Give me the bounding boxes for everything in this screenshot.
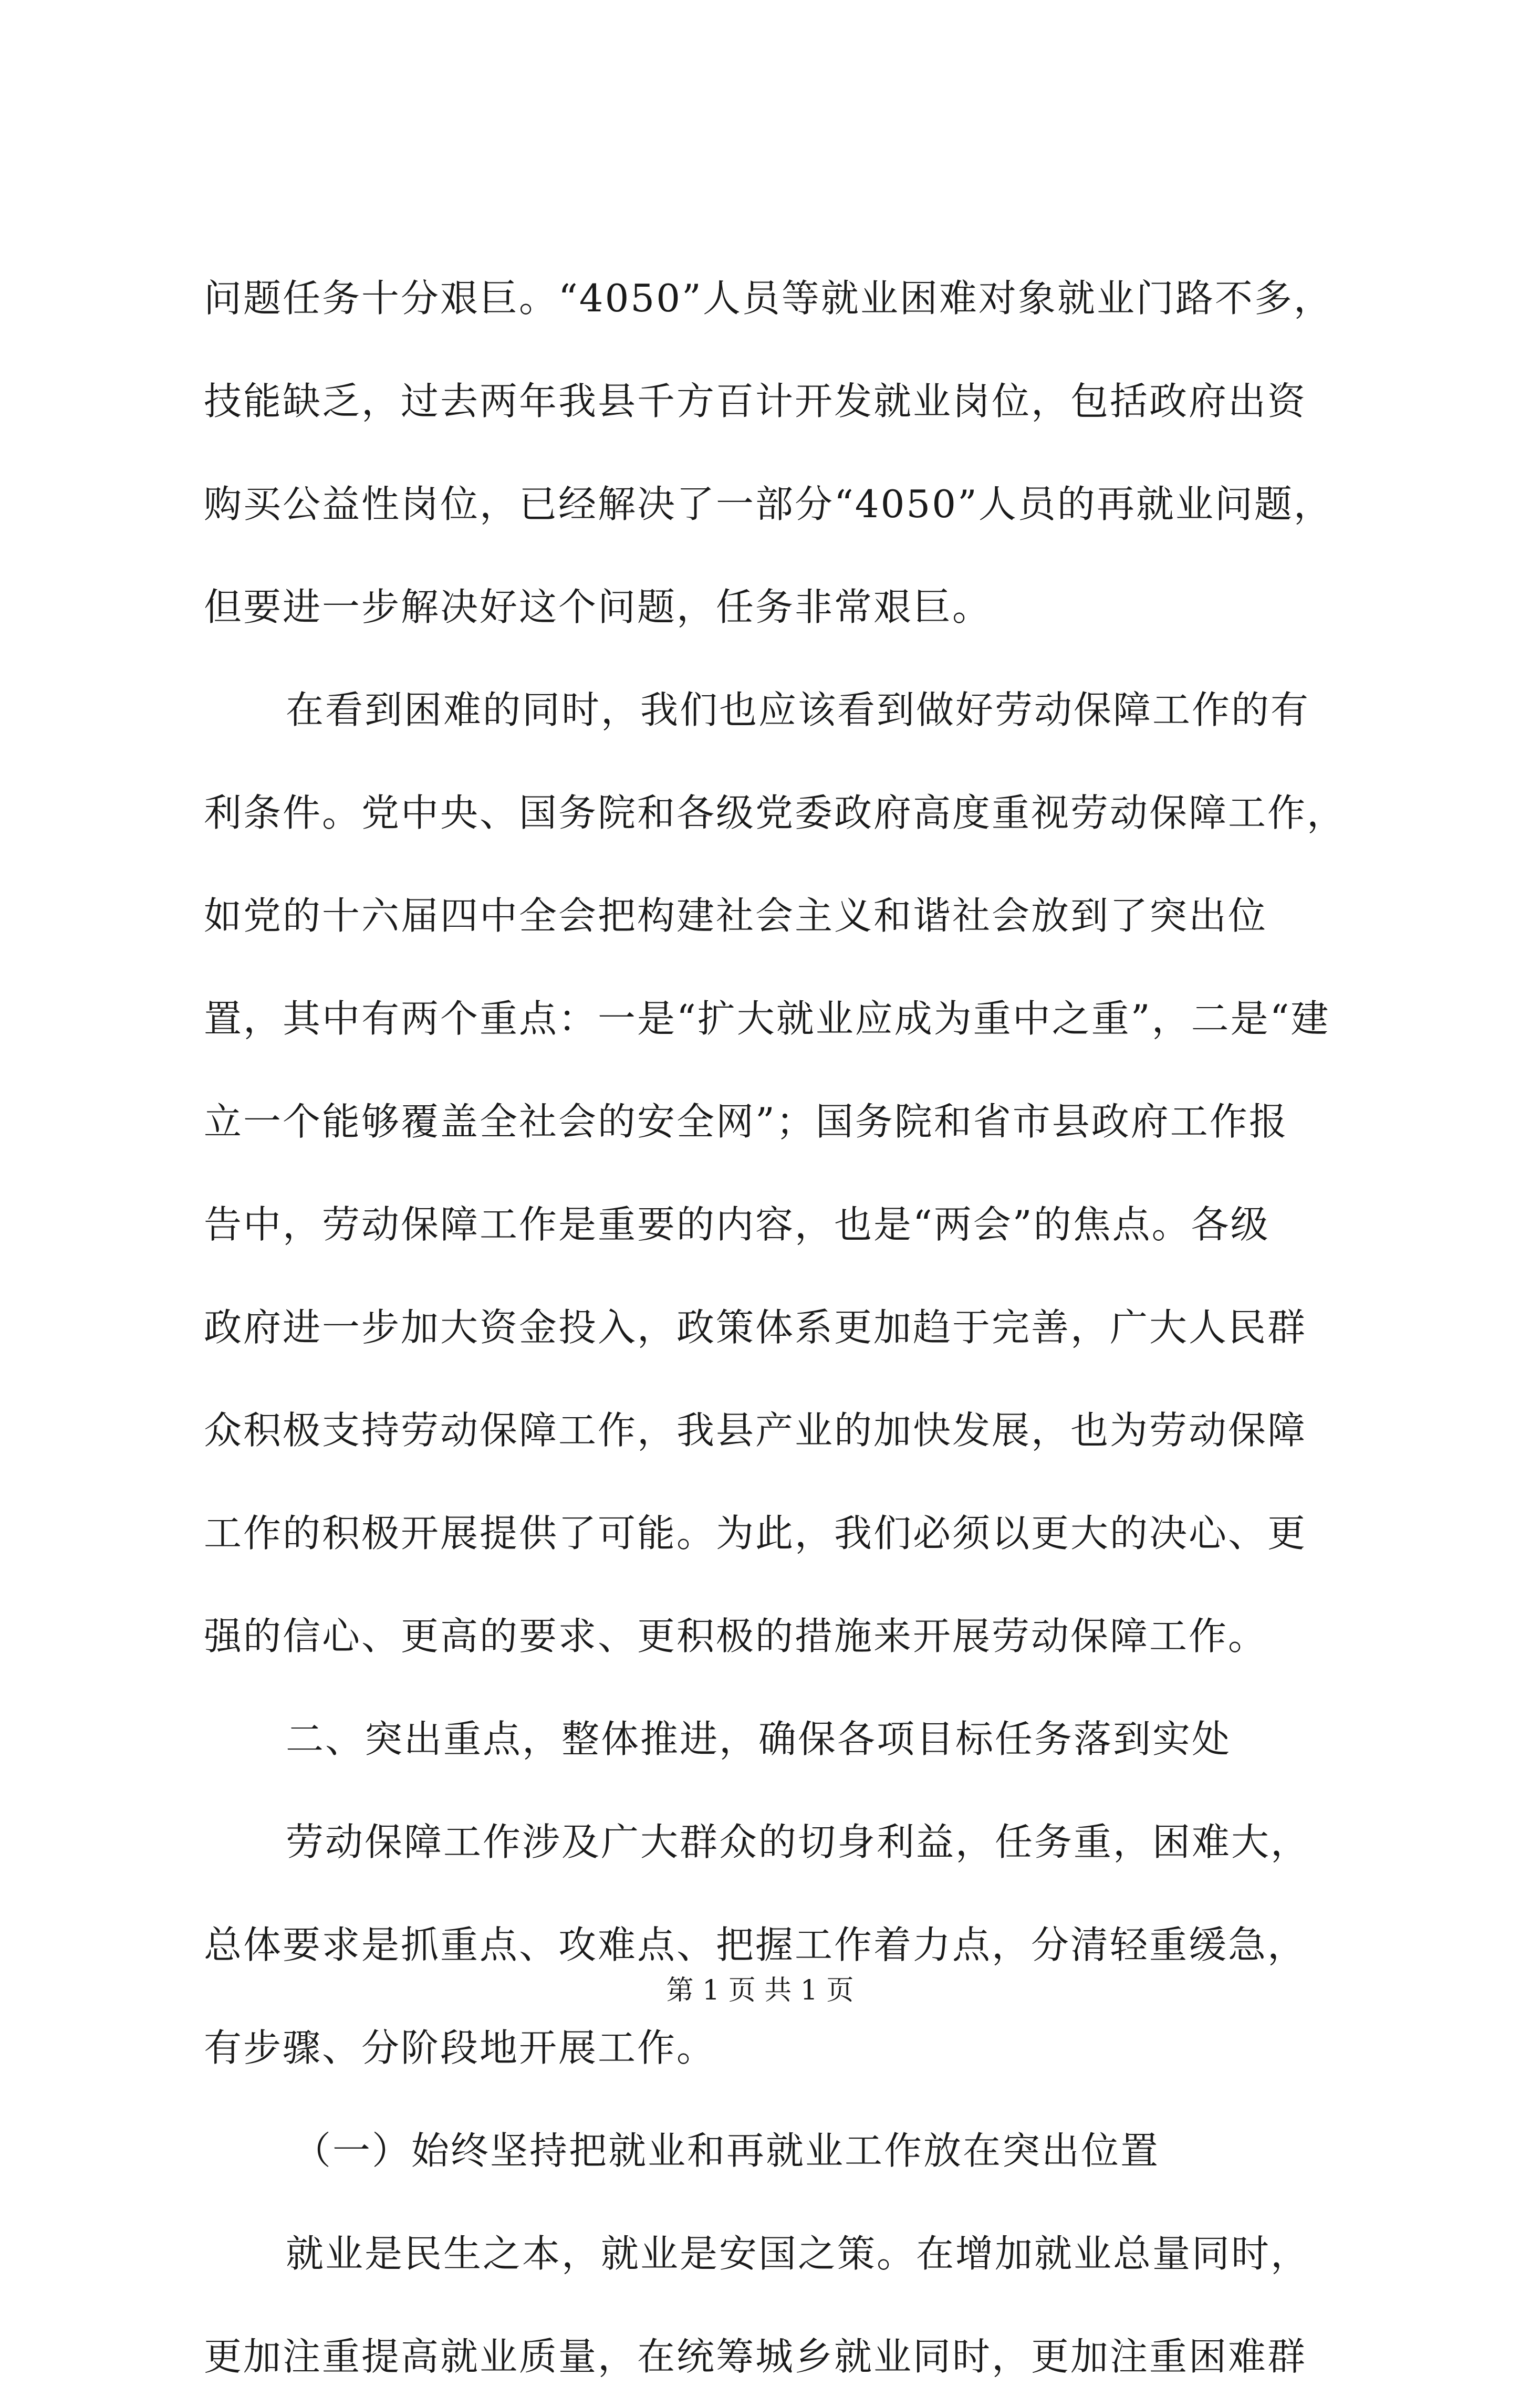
section-heading: 二、突出重点，整体推进，确保各项目标任务落到实处 <box>286 1717 1232 1761</box>
text-line: 工作的积极开展提供了可能。为此，我们必须以更大的决心、更 <box>204 1511 1307 1555</box>
text-line: 强的信心、更高的要求、更积极的措施来开展劳动保障工作。 <box>204 1614 1268 1658</box>
text-line: 众积极支持劳动保障工作，我县产业的加快发展，也为劳动保障 <box>204 1408 1307 1452</box>
text-line: 立一个能够覆盖全社会的安全网”；国务院和省市县政府工作报 <box>204 1100 1288 1144</box>
text-line: 总体要求是抓重点、攻难点、把握工作着力点，分清轻重缓急， <box>204 1923 1307 1967</box>
text-line: 告中，劳动保障工作是重要的内容，也是“两会”的焦点。各级 <box>204 1202 1270 1247</box>
text-line: 如党的十六届四中全会把构建社会主义和谐社会放到了突出位 <box>204 894 1268 938</box>
text-line: 问题任务十分艰巨。“4050”人员等就业困难对象就业门路不多， <box>204 276 1333 320</box>
page-number-footer: 第 1 页 共 1 页 <box>666 1975 854 2006</box>
paragraph-first-line: 劳动保障工作涉及广大群众的切身利益，任务重，困难大， <box>286 1820 1310 1864</box>
body-text <box>204 247 1357 2408</box>
text-line: 更加注重提高就业质量，在统筹城乡就业同时，更加注重困难群 <box>204 2334 1307 2379</box>
text-line: 利条件。党中央、国务院和各级党委政府高度重视劳动保障工作， <box>204 791 1347 835</box>
text-line: 政府进一步加大资金投入，政策体系更加趋于完善，广大人民群 <box>204 1305 1307 1349</box>
text-line: 但要进一步解决好这个问题，任务非常艰巨。 <box>204 585 992 629</box>
text-line: 购买公益性岗位，已经解决了一部分“4050”人员的再就业问题， <box>204 482 1333 526</box>
subsection-heading: （一）始终坚持把就业和再就业工作放在突出位置 <box>293 2129 1160 2173</box>
text-line: 有步骤、分阶段地开展工作。 <box>204 2026 716 2070</box>
text-line: 技能缺乏，过去两年我县千方百计开发就业岗位，包括政府出资 <box>204 379 1307 423</box>
paragraph-first-line: 就业是民生之本，就业是安国之策。在增加就业总量同时， <box>286 2232 1310 2276</box>
text-line: 置，其中有两个重点：一是“扩大就业应成为重中之重”，二是“建 <box>204 997 1330 1041</box>
paragraph-first-line: 在看到困难的同时，我们也应该看到做好劳动保障工作的有 <box>286 688 1310 732</box>
